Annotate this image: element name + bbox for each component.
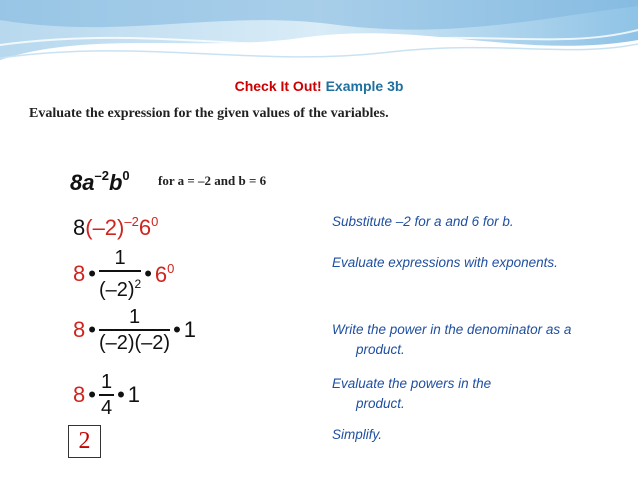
step-3-note-text-2: product. xyxy=(356,342,405,357)
answer-box: 2 xyxy=(68,425,101,458)
step-3-note-text: Write the power in the denominator as a xyxy=(332,322,572,337)
step-2-math: 8 • $\frac{1}{(-2)^2}$ • $6^0$ xyxy=(73,247,175,301)
slide-title xyxy=(0,78,638,94)
given-values: for a = –2 and b = 6 xyxy=(158,173,267,188)
instruction-text: Evaluate the expression for the given values of the variables. xyxy=(29,106,389,121)
expression: $8a^{-2}b^0$ xyxy=(70,168,130,195)
step-5-note-text: Simplify. xyxy=(332,427,383,442)
step-1-math: $8(-2)^{-2}6^0$ xyxy=(73,214,159,240)
step-3-note xyxy=(332,320,571,360)
step-5-note xyxy=(332,425,382,445)
step-4-math: 8 • $\frac{1}{4}$ • 1 xyxy=(73,371,141,419)
step-2-note xyxy=(332,253,558,273)
step-1-note xyxy=(332,212,514,232)
step-3-math: 8 • $\frac{1}{(-2)(-2)}$ • 1 xyxy=(73,306,197,354)
step-4-note-text-2: product. xyxy=(356,396,405,411)
step-2-note-text: Evaluate expressions with exponents. xyxy=(332,255,558,270)
step-4-note-text: Evaluate the powers in the xyxy=(332,376,492,391)
title-example: Example 3b xyxy=(325,78,404,94)
header-wave-banner xyxy=(0,0,638,72)
title-check-it-out: Check It Out! xyxy=(234,78,322,94)
step-4-note xyxy=(332,374,491,414)
step-1-note-text: Substitute –2 for a and 6 for b. xyxy=(332,214,514,229)
